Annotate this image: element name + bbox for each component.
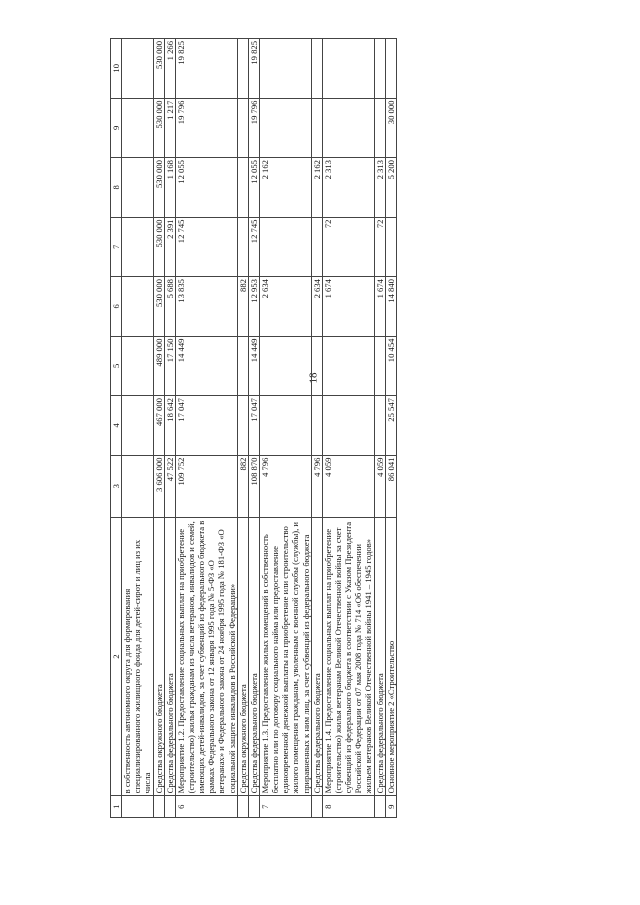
row-description: Мероприятие 1.3. Предоставление жилых помещений в собственность бесплатно или по договору социального найма или предоставление единовременной денежной выплаты на приобретение или строительство жилого помещения гражданам, уволенным с военной службы (службы), и приравненных к ним лиц, за счет субвенций из федерального бюджета [259,517,311,796]
row-description: Средства окружного бюджета [237,517,248,796]
value-cell [374,396,385,456]
value-cell: 13 835 [175,277,237,337]
value-cell [237,158,248,218]
value-cell: 1 674 [322,277,374,337]
value-cell: 530 000 [153,39,164,99]
value-cell [385,217,396,277]
value-cell: 4 796 [311,455,322,517]
row-number: 6 [175,796,237,818]
table-row [311,39,322,818]
table-row [153,39,164,818]
value-cell [322,39,374,99]
row-description: Основное мероприятие 2 «Строительство [385,517,396,796]
value-cell: 467 000 [153,396,164,456]
table-row [237,39,248,818]
table-row [122,39,153,818]
header-cell: 1 [111,796,122,818]
value-cell [122,217,153,277]
value-cell [311,396,322,456]
row-description: Средства окружного бюджета [153,517,164,796]
value-cell: 14 840 [385,277,396,337]
value-cell: 2 634 [311,277,322,337]
value-cell: 882 [237,455,248,517]
value-cell: 19 796 [248,98,259,158]
row-description: Мероприятие 1.4. Предоставление социальных выплат на приобретение (строительство) жилья ветеранам Великой Отечественной войны за счет субвенций из федерального бюджета в соответствии с Указом Президента Российской Федерации от 07 мая 2008 года № 714 «Об обеспечении жильем ветеранов Великой Отечественной войны 1941 – 1945 годов» [322,517,374,796]
header-cell: 8 [111,158,122,218]
value-cell: 109 752 [175,455,237,517]
value-cell [374,98,385,158]
header-cell: 3 [111,455,122,517]
value-cell: 1 217 [164,98,175,158]
header-cell: 9 [111,98,122,158]
value-cell: 14 449 [248,336,259,396]
header-cell: 6 [111,277,122,337]
value-cell [122,39,153,99]
rotated-page [110,38,580,818]
row-number [237,796,248,818]
value-cell [122,396,153,456]
value-cell [237,98,248,158]
value-cell: 17 047 [175,396,237,456]
value-cell: 4 059 [374,455,385,517]
value-cell: 2 313 [374,158,385,218]
value-cell: 12 745 [175,217,237,277]
value-cell: 12 055 [175,158,237,218]
row-description: Мероприятие 1.2. Предоставление социальных выплат на приобретение (строительство) жилья гражданам из числа ветеранов, инвалидов и семей, имеющих детей-инвалидов, за счет субвенций из федерального бюджета в рамках Федерального закона от 12 января 1995 года № 5-ФЗ «О ветеранах» и Федерального закона от 24 ноября 1995 года № 181-ФЗ «О социальной защите инвалидов в Российской Федерации» [175,517,237,796]
value-cell [122,98,153,158]
table-row [322,39,374,818]
row-description: Средства федерального бюджета [311,517,322,796]
value-cell [374,336,385,396]
table-row [164,39,175,818]
value-cell: 72 [374,217,385,277]
row-number [311,796,322,818]
value-cell [259,98,311,158]
value-cell: 530 000 [153,158,164,218]
header-cell: 7 [111,217,122,277]
value-cell: 72 [322,217,374,277]
value-cell: 530 000 [153,98,164,158]
value-cell: 12 055 [248,158,259,218]
value-cell: 1 168 [164,158,175,218]
value-cell: 3 606 000 [153,455,164,517]
header-cell: 5 [111,336,122,396]
value-cell [122,277,153,337]
row-number: 9 [385,796,396,818]
value-cell: 47 522 [164,455,175,517]
value-cell [122,336,153,396]
value-cell: 14 449 [175,336,237,396]
value-cell [311,217,322,277]
value-cell [122,455,153,517]
value-cell: 530 000 [153,217,164,277]
row-description: Средства федерального бюджета [374,517,385,796]
table-row [374,39,385,818]
table-body [111,39,397,818]
value-cell [122,158,153,218]
value-cell: 30 000 [385,98,396,158]
value-cell: 10 454 [385,336,396,396]
row-number: 8 [322,796,374,818]
row-description: Средства федерального бюджета [248,517,259,796]
value-cell: 19 796 [175,98,237,158]
row-description: в собственность автономного округа для формирования специализированного жилищного фонда для детей-сирот и лиц из их числа [122,517,153,796]
value-cell: 19 825 [248,39,259,99]
row-description: Средства федерального бюджета [164,517,175,796]
value-cell: 882 [237,277,248,337]
value-cell [311,336,322,396]
value-cell: 108 870 [248,455,259,517]
row-number: 7 [259,796,311,818]
value-cell: 86 041 [385,455,396,517]
value-cell: 12 953 [248,277,259,337]
value-cell: 2 391 [164,217,175,277]
value-cell [385,39,396,99]
table-row [248,39,259,818]
row-number [374,796,385,818]
value-cell [259,336,311,396]
value-cell: 4 796 [259,455,311,517]
value-cell: 530 000 [153,277,164,337]
value-cell [311,98,322,158]
value-cell [237,217,248,277]
row-number [248,796,259,818]
value-cell [237,336,248,396]
value-cell: 5 200 [385,158,396,218]
table-row [259,39,311,818]
value-cell: 2 162 [259,158,311,218]
header-cell: 4 [111,396,122,456]
value-cell: 19 825 [175,39,237,99]
table-row [385,39,396,818]
value-cell: 1 674 [374,277,385,337]
value-cell: 2 162 [311,158,322,218]
value-cell [237,396,248,456]
value-cell [322,98,374,158]
value-cell: 5 688 [164,277,175,337]
row-number [153,796,164,818]
value-cell: 12 745 [248,217,259,277]
value-cell [311,39,322,99]
value-cell: 2 634 [259,277,311,337]
table-row [175,39,237,818]
budget-table [110,38,397,818]
value-cell: 17 150 [164,336,175,396]
value-cell [322,336,374,396]
value-cell [374,39,385,99]
header-cell: 10 [111,39,122,99]
page-number: 18 [307,372,320,384]
header-row [111,39,122,818]
value-cell: 18 642 [164,396,175,456]
header-cell: 2 [111,517,122,796]
value-cell: 25 547 [385,396,396,456]
row-number [122,796,153,818]
value-cell: 1 266 [164,39,175,99]
value-cell [259,396,311,456]
value-cell: 17 047 [248,396,259,456]
value-cell: 2 313 [322,158,374,218]
value-cell [259,39,311,99]
value-cell: 4 059 [322,455,374,517]
value-cell: 489 000 [153,336,164,396]
value-cell [322,396,374,456]
row-number [164,796,175,818]
value-cell [259,217,311,277]
value-cell [237,39,248,99]
